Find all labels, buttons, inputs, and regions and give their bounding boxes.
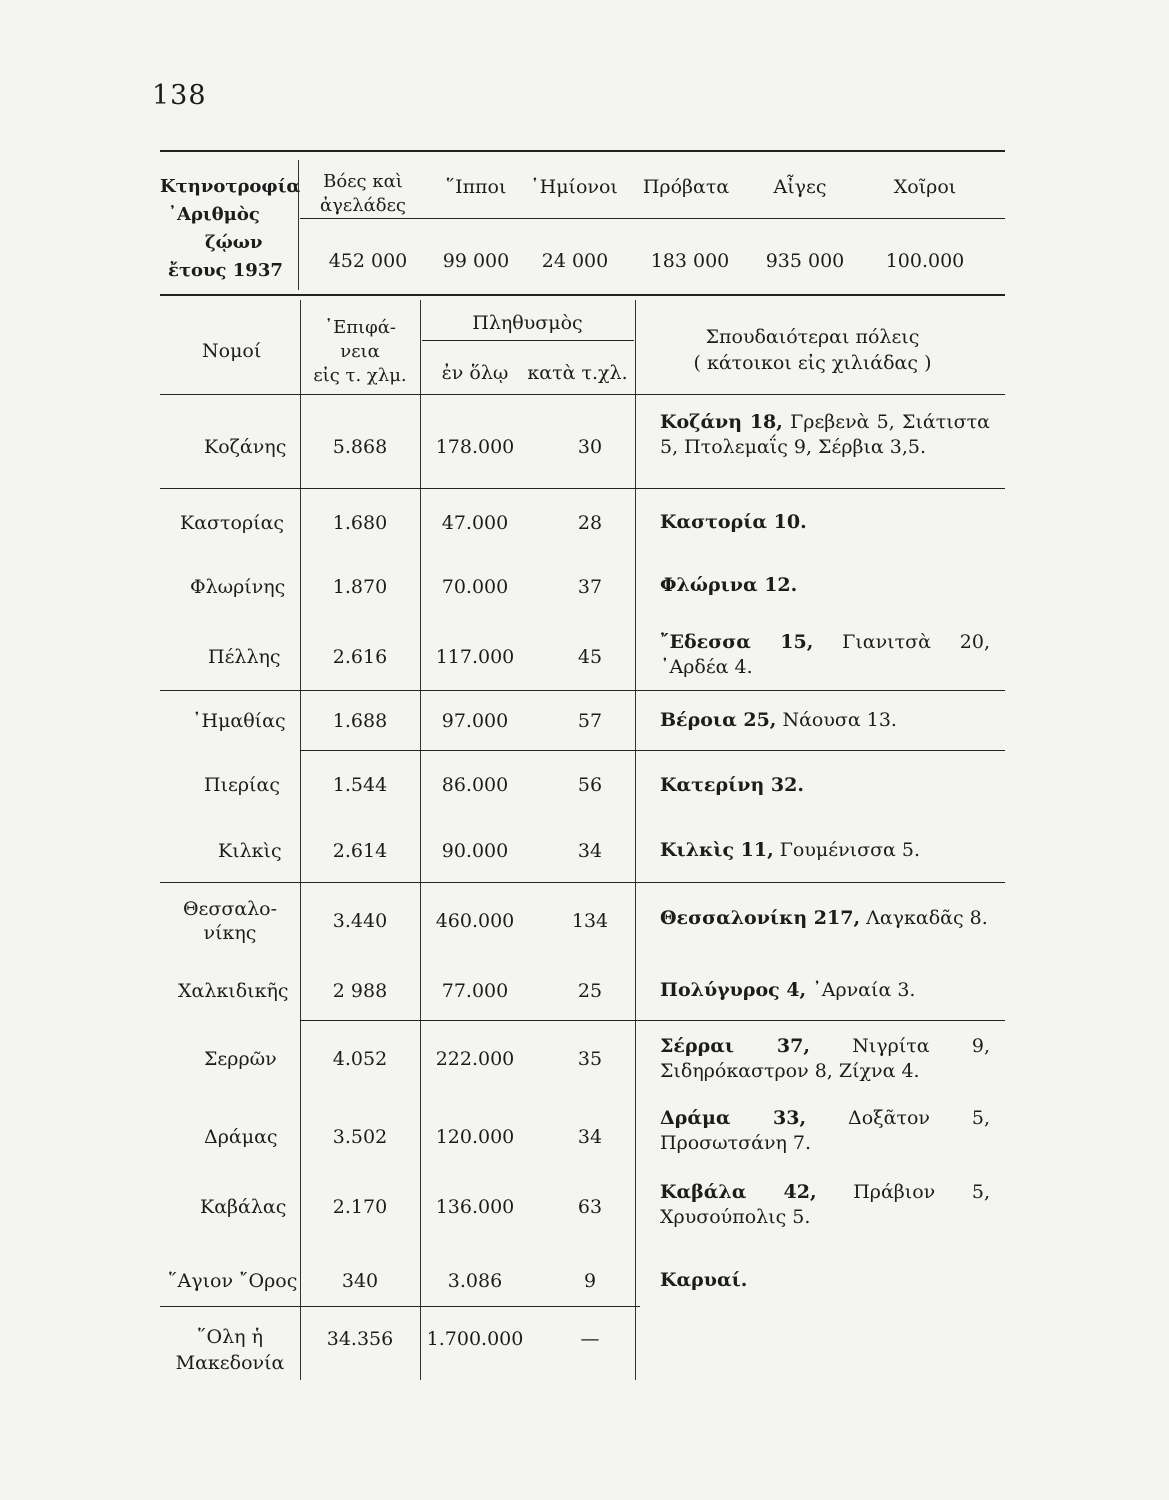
prefecture-name-line2: νίκης xyxy=(203,922,257,944)
area-value: 2.614 xyxy=(332,840,388,862)
density-value: 30 xyxy=(577,436,603,458)
area-value: 4.052 xyxy=(332,1048,388,1070)
prefecture-name: Καβάλας xyxy=(200,1196,287,1218)
density-value: 37 xyxy=(577,576,603,598)
total-label-line2: Μακεδονία xyxy=(175,1352,285,1374)
total-label: ῞Ολη ἡ xyxy=(197,1326,263,1348)
density-value: 57 xyxy=(577,710,603,732)
density-value: 25 xyxy=(577,980,603,1002)
livestock-value-pigs: 100.000 xyxy=(885,250,965,272)
density-value: 9 xyxy=(583,1270,597,1292)
livestock-header-mules: ῾Ημίονοι xyxy=(530,176,618,198)
cities-text: Πολύγυρος 4, ᾿Αρναία 3. xyxy=(660,979,916,1001)
header-pop-total: ἐν ὅλῳ xyxy=(441,362,509,384)
cities-text: Καστορία 10. xyxy=(660,511,807,533)
area-value: 5.868 xyxy=(332,436,388,458)
livestock-label-3: ζῴων xyxy=(205,232,263,253)
population-value: 47.000 xyxy=(441,512,509,534)
cities-text: Καρυαί. xyxy=(660,1269,748,1291)
area-value: 2.170 xyxy=(332,1196,388,1218)
population-value: 3.086 xyxy=(447,1270,503,1292)
total-density: — xyxy=(580,1328,600,1350)
density-value: 134 xyxy=(571,910,609,932)
density-value: 34 xyxy=(577,1126,603,1148)
header-area-3: εἰς τ. χλμ. xyxy=(313,365,407,386)
density-value: 63 xyxy=(577,1196,603,1218)
area-value: 3.502 xyxy=(332,1126,388,1148)
livestock-label-2: ᾿Αριθμὸς xyxy=(168,204,260,225)
prefecture-name: Χαλκιδικῆς xyxy=(178,980,289,1002)
livestock-bottom-rule xyxy=(160,294,1005,296)
population-value: 178.000 xyxy=(435,436,515,458)
prefecture-name: Πέλλης xyxy=(208,646,281,668)
livestock-header-cattle: Βόες καὶ ἀγελάδες xyxy=(319,171,407,216)
population-value: 120.000 xyxy=(435,1126,515,1148)
population-value: 97.000 xyxy=(441,710,509,732)
livestock-header-sheep: Πρόβατα xyxy=(642,176,730,198)
header-nomoi: Νομοί xyxy=(202,340,262,362)
cities-text: Κιλκὶς 11, Γουμένισσα 5. xyxy=(660,839,921,861)
population-value: 117.000 xyxy=(435,646,515,668)
density-value: 45 xyxy=(577,646,603,668)
density-value: 34 xyxy=(577,840,603,862)
prefecture-name: Δράμας xyxy=(204,1126,278,1148)
prefecture-name: ᾿Ημαθίας xyxy=(192,710,286,732)
prefecture-name: ῞Αγιον ῎Ορος xyxy=(168,1270,298,1292)
cities-text: Δράμα 33, Δοξᾶτον 5, Προσωτσάνη 7. xyxy=(660,1107,990,1154)
cities-text: Καβάλα 42, Πράβιον 5, Χρυσούπολις 5. xyxy=(660,1181,990,1228)
total-population: 1.700.000 xyxy=(426,1328,524,1350)
cities-text: Σέρραι 37, Νιγρίτα 9, Σιδηρόκαστρον 8, Ζίχνα 4. xyxy=(660,1035,990,1082)
prefecture-name: Πιερίας xyxy=(204,774,280,796)
livestock-value-cattle: 452 000 xyxy=(328,250,408,272)
livestock-label-1: Κτηνοτροφία xyxy=(160,176,301,197)
prefecture-name: Θεσσαλο- xyxy=(182,898,278,920)
prefecture-name: Κοζάνης xyxy=(204,436,287,458)
livestock-label-4: ἔτους 1937 xyxy=(168,260,283,281)
header-cities-title: Σπουδαιότεραι πόλεις xyxy=(705,326,920,348)
area-value: 2 988 xyxy=(332,980,388,1002)
livestock-value-mules: 24 000 xyxy=(541,250,609,272)
density-value: 56 xyxy=(577,774,603,796)
total-area: 34.356 xyxy=(326,1328,394,1350)
livestock-value-horses: 99 000 xyxy=(442,250,510,272)
prefecture-name: Φλωρίνης xyxy=(190,576,286,598)
population-value: 86.000 xyxy=(441,774,509,796)
cities-text: Βέροια 25, Νάουσα 13. xyxy=(660,709,897,731)
cities-text: ῎Εδεσσα 15, Γιανιτσὰ 20, ᾿Αρδέα 4. xyxy=(660,631,991,678)
cities-text: Κατερίνη 32. xyxy=(660,774,804,796)
table-top-rule xyxy=(160,150,1005,152)
population-value: 136.000 xyxy=(435,1196,515,1218)
header-area-2: νεια xyxy=(340,341,380,362)
area-value: 340 xyxy=(341,1270,379,1292)
prefecture-name: Κιλκὶς xyxy=(218,840,282,862)
area-value: 1.680 xyxy=(332,512,388,534)
livestock-value-sheep: 183 000 xyxy=(650,250,730,272)
cities-text: Κοζάνη 18, Γρεβενὰ 5, Σιάτιστα 5, Πτολεμαΐς 9, Σέρβια 3,5. xyxy=(660,411,990,458)
livestock-header-goats: Αἶγες xyxy=(773,176,827,198)
livestock-header-pigs: Χοῖροι xyxy=(893,176,957,198)
header-pop-density: κατὰ τ.χλ. xyxy=(527,362,628,384)
population-value: 90.000 xyxy=(441,840,509,862)
cities-text: Θεσσαλονίκη 217, Λαγκαδᾶς 8. xyxy=(660,907,988,929)
population-value: 77.000 xyxy=(441,980,509,1002)
header-area-1: ᾿Επιφά- xyxy=(324,317,396,338)
area-value: 1.688 xyxy=(332,710,388,732)
area-value: 2.616 xyxy=(332,646,388,668)
page-number: 138 xyxy=(152,80,207,111)
prefecture-name: Σερρῶν xyxy=(204,1048,277,1070)
area-value: 3.440 xyxy=(332,910,388,932)
prefecture-name: Καστορίας xyxy=(180,512,285,534)
area-value: 1.870 xyxy=(332,576,388,598)
density-value: 28 xyxy=(577,512,603,534)
population-value: 222.000 xyxy=(435,1048,515,1070)
cities-text: Φλώρινα 12. xyxy=(660,574,798,596)
density-value: 35 xyxy=(577,1048,603,1070)
population-value: 460.000 xyxy=(435,910,515,932)
population-value: 70.000 xyxy=(441,576,509,598)
area-value: 1.544 xyxy=(332,774,388,796)
header-population: Πληθυσμὸς xyxy=(472,312,583,334)
header-cities-sub: ( κάτοικοι εἰς χιλιάδας ) xyxy=(693,352,932,374)
livestock-value-goats: 935 000 xyxy=(765,250,845,272)
livestock-header-horses: ῞Ιπποι xyxy=(445,176,507,198)
